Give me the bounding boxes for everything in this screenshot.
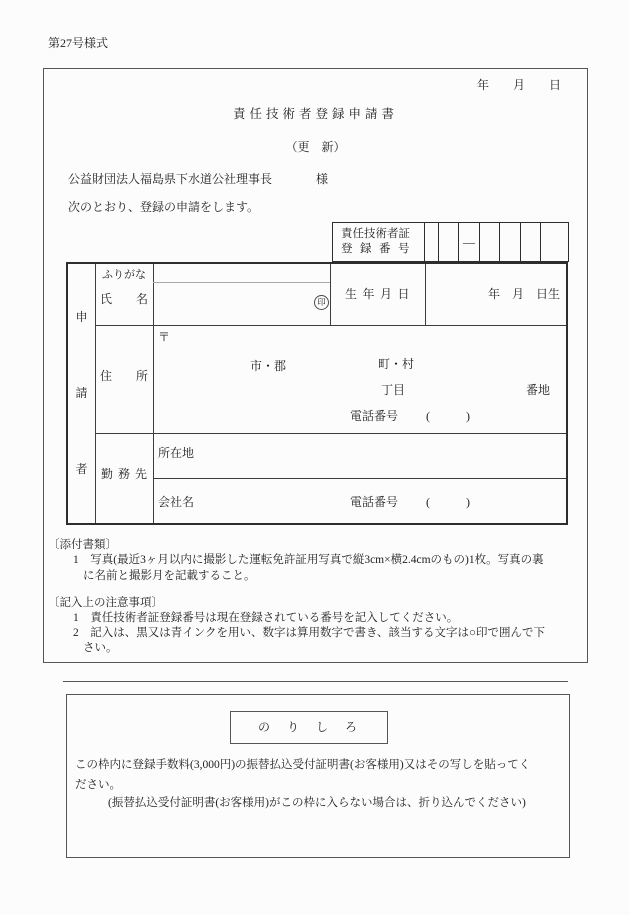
payment-certificate-box bbox=[66, 694, 570, 858]
applicant-vertical-header bbox=[68, 264, 95, 523]
entry-notes-heading: 〔記入上の注意事項〕 bbox=[48, 597, 163, 609]
town-village-label: 町・村 bbox=[378, 357, 415, 371]
city-county-label: 市・郡 bbox=[250, 359, 287, 373]
table-line bbox=[153, 478, 566, 479]
attachments-item1-line1: 1 写真(最近3ヶ月以内に撮影した運転免許証用写真で縦3cm×横2.4cmのもの)1枚。写真の裏 bbox=[73, 554, 544, 566]
entry-note-2-line1: 2 記入は、黒又は青インクを用い、数字は算用数字で書き、該当する文字は○印で囲んで下 bbox=[73, 627, 546, 639]
workplace-phone-label: 電話番号 bbox=[350, 495, 399, 509]
addressee-honorific: 様 bbox=[316, 172, 329, 186]
glue-margin-box: のりしろ bbox=[230, 711, 388, 744]
name-label: 氏 名 bbox=[99, 292, 148, 306]
registration-label-line2: 登録番号 bbox=[341, 243, 417, 255]
application-statement: 次のとおり、登録の申請をします。 bbox=[68, 200, 260, 214]
address-phone-label: 電話番号 bbox=[350, 409, 399, 423]
reg-number-cell-4 bbox=[499, 223, 520, 261]
chome-label: 丁目 bbox=[381, 383, 406, 397]
entry-note-1: 1 責任技術者証登録番号は現在登録されている番号を記入してください。 bbox=[73, 612, 459, 624]
form-code-label: 第27号様式 bbox=[48, 36, 109, 50]
table-line bbox=[95, 325, 566, 326]
applicant-table bbox=[66, 262, 568, 525]
table-line bbox=[153, 264, 154, 523]
address-phone-parentheses: ( ) bbox=[426, 409, 470, 423]
payment-instructions bbox=[75, 757, 563, 811]
main-form-box bbox=[43, 68, 588, 663]
address-label: 住 所 bbox=[99, 369, 148, 383]
furigana-divider-line bbox=[153, 282, 330, 283]
attachments-item1-line2: に名前と撮影月を記載すること。 bbox=[83, 570, 256, 582]
form-subtitle-renewal: （更 新） bbox=[285, 140, 346, 154]
cutting-separator-line bbox=[63, 681, 568, 682]
addressee-name: 公益財団法人福島県下水道公社理事長 bbox=[68, 172, 273, 186]
payment-instruction-line1: この枠内に登録手数料(3,000円)の振替払込受付証明書(お客様用)又はその写しを貼ってく bbox=[75, 759, 531, 771]
date-line: 年 月 日 bbox=[476, 78, 561, 92]
reg-number-cell-2 bbox=[438, 223, 458, 261]
furigana-label: ふりがな bbox=[102, 269, 146, 281]
banchi-label: 番地 bbox=[526, 383, 551, 397]
postal-mark-icon: 〒 bbox=[158, 330, 171, 344]
registration-number-label bbox=[333, 223, 425, 261]
table-line bbox=[95, 433, 566, 434]
applicant-char: 請 bbox=[75, 386, 88, 400]
company-name-label: 会社名 bbox=[158, 495, 195, 509]
payment-instruction-line2: ださい。 bbox=[75, 779, 121, 791]
reg-number-cell-5 bbox=[520, 223, 540, 261]
entry-note-2-line2: さい。 bbox=[83, 642, 118, 654]
registration-number-box bbox=[332, 222, 569, 262]
workplace-phone-parentheses: ( ) bbox=[426, 495, 470, 509]
workplace-label: 勤務先 bbox=[100, 467, 152, 481]
addressee-line bbox=[68, 172, 328, 187]
workplace-location-label: 所在地 bbox=[158, 446, 195, 460]
birthdate-format: 年 月 日生 bbox=[487, 287, 560, 301]
reg-number-cell-6 bbox=[540, 223, 568, 261]
birthdate-label: 生年月日 bbox=[344, 287, 415, 301]
reg-number-cell-3 bbox=[479, 223, 499, 261]
form-title: 責任技術者登録申請書 bbox=[232, 107, 398, 121]
seal-icon: 印 bbox=[314, 295, 329, 310]
attachments-heading: 〔添付書類〕 bbox=[48, 539, 117, 551]
reg-number-separator-cell: — bbox=[458, 223, 479, 261]
reg-number-cell-1 bbox=[425, 223, 438, 261]
applicant-char: 者 bbox=[75, 462, 88, 476]
applicant-char: 申 bbox=[75, 310, 88, 324]
payment-instruction-line3: (振替払込受付証明書(お客様用)がこの枠に入らない場合は、折り込んでください) bbox=[108, 797, 526, 809]
registration-label-line1: 責任技術者証 bbox=[341, 228, 410, 240]
